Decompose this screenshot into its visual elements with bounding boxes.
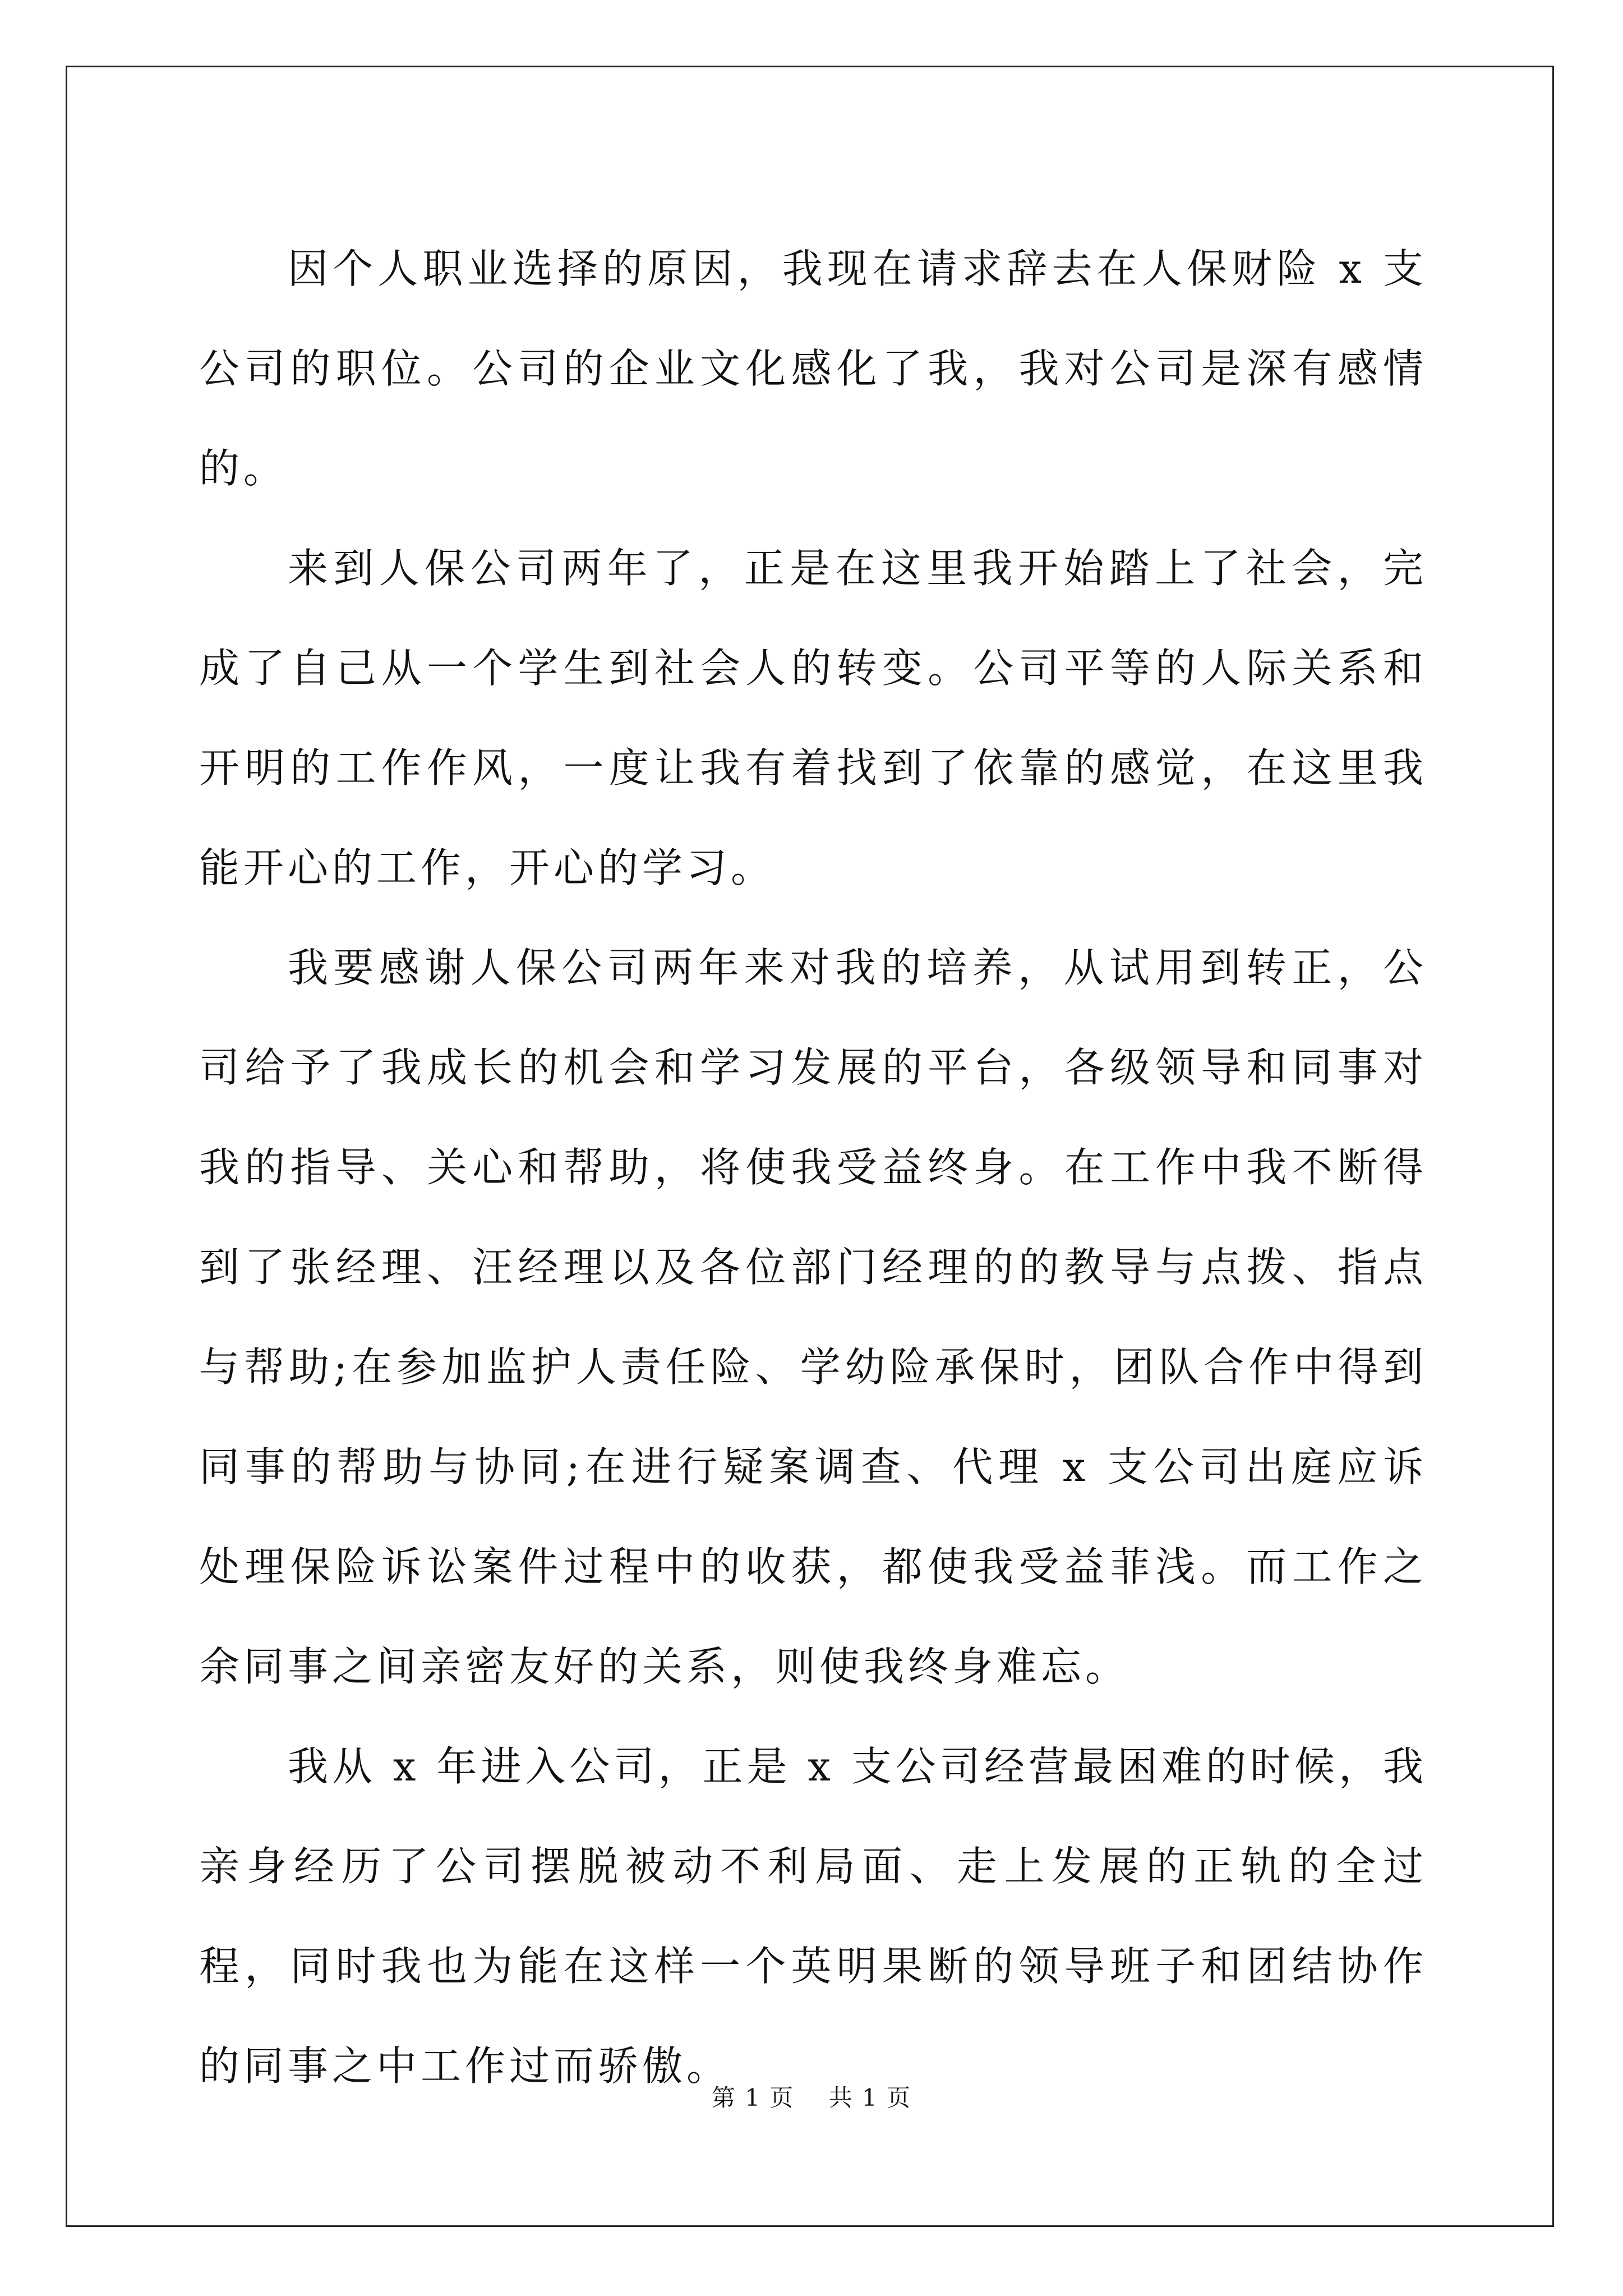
paragraph-4: 我从 x 年进入公司，正是 x 支公司经营最困难的时候，我亲身经历了公司摆脱被动不利局面、走上发展的正轨的全过程，同时我也为能在这样一个英明果断的领导班子和团结协作的同事之中工作过而骄傲。 [199,1743,1427,2090]
document-body [199,219,1427,2116]
page-footer [0,2081,1623,2115]
paragraph-2: 来到人保公司两年了，正是在这里我开始踏上了社会，完成了自己从一个学生到社会人的转变。公司平等的人际关系和开明的工作作风，一度让我有着找到了依靠的感觉，在这里我能开心的工作，开心的学习。 [199,545,1427,891]
page-number: 第 1 页 [711,2084,795,2111]
page-total: 共 1 页 [828,2084,912,2111]
paragraph-3: 我要感谢人保公司两年来对我的培养，从试用到转正，公司给予了我成长的机会和学习发展的平台，各级领导和同事对我的指导、关心和帮助，将使我受益终身。在工作中我不断得到了张经理、汪经理以及各位部门经理的的教导与点拨、指点与帮助;在参加监护人责任险、学幼险承保时，团队合作中得到同事的帮助与协同;在进行疑案调查、代理 x 支公司出庭应诉处理保险诉讼案件过程中的收获，都使我受益菲浅。而工作之余同事之间亲密友好的关系，则使我终身难忘。 [199,944,1427,1690]
footer-gap [794,2084,828,2111]
paragraph-1: 因个人职业选择的原因，我现在请求辞去在人保财险 x 支公司的职位。公司的企业文化感化了我，我对公司是深有感情的。 [199,245,1427,492]
